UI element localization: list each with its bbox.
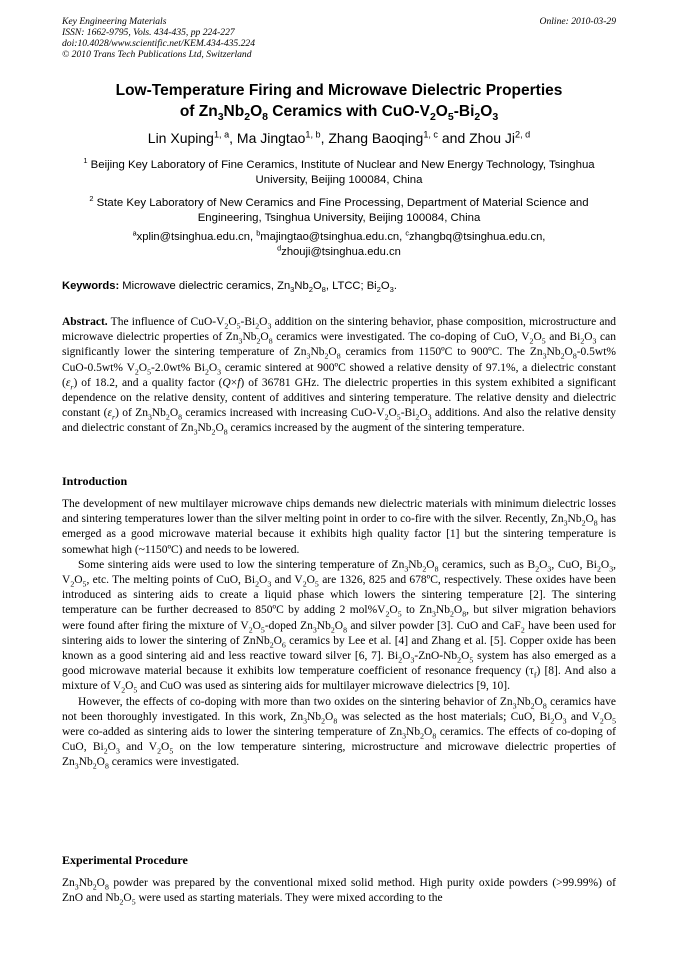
paragraph: Some sintering aids were used to low the sintering temperature of $Zn_3Nb_2O_8$ ceramics, such as $B_2O_3$, CuO, $Bi_2O_3$, $V_2O_5$, etc. The melting points of CuO, $Bi_2O_3$ and $V_2O_5$ are 1326, 825 and 678ºC, respectively. These oxides have been introduced as sintering aids to create a liquid phase which lowers the sintering temperature [2]. The sintering temperature can be further decreased to 850ºC by adding 2 $mol\%V_2O_5$ to $Zn_3Nb_2O_8$, but silver migration behaviors were found after firing the mixture of $V_2O_5$-doped $Zn_3Nb_2O_8$ and silver powder [3]. CuO and CaF$_2$ have been used for sintering aids to lower the sintering of $ZnNb_2O_6$ ceramics by Lee et al. [4] and Zhang et al. [5]. Copper oxide has been known as a good sintering aid and less reactive toward silver [6, 7]. $Bi_2O_3-ZnO-Nb_2O_5$ system has also emerged as a good microwave material because it exhibits low temperature coefficient of resonance frequency $(\tau_f)$ [8]. And also a mixture of $V_2O_5$ and CuO was used as sintering aids for multilayer microwave dielectrics [9, 10]. bbox=[62, 558, 617, 695]
section-heading-introduction: Introduction bbox=[62, 474, 128, 488]
issn-line: ISSN: 1662-9795, Vols. 434-435, pp 224-227 bbox=[62, 27, 235, 38]
journal-header bbox=[62, 16, 616, 60]
title-line-1: Low-Temperature Firing and Microwave Dielectric Properties bbox=[115, 82, 563, 99]
paper-title bbox=[62, 80, 616, 122]
email[interactable]: $^d$zhouji@tsinghua.edu.cn bbox=[277, 243, 401, 258]
online-date: Online: 2010-03-29 bbox=[539, 16, 616, 27]
affiliation-1: $^1$ Beijing Key Laboratory of Fine Ceramics, Institute of Nuclear and New Energy Technology, Tsinghua University, Beijing 100084, China bbox=[83, 156, 595, 186]
journal-name: Key Engineering Materials bbox=[62, 16, 167, 27]
author: Zhang Baoqing$^{1, c}$ bbox=[328, 129, 438, 146]
author: Lin Xuping$^{1, a}$ bbox=[147, 129, 230, 146]
email[interactable]: $^c$zhangbq@tsinghua.edu.cn bbox=[405, 228, 543, 243]
section-heading-experimental: Experimental Procedure bbox=[62, 853, 188, 867]
doi-line: doi:10.4028/www.scientific.net/KEM.434-435.224 bbox=[62, 38, 256, 49]
title-line-2: of $Zn_3Nb_2O_8$ Ceramics with CuO-$V_2O_5-Bi_2O_3$ bbox=[179, 103, 499, 124]
paragraph: The development of new multilayer microwave chips demands new dielectric materials with minimum dielectric losses and sintering temperatures lower than the silver melting point in order to co-fire with the silver. Recently, $Zn_3Nb_2O_8$ has emerged as a good microwave material because it exhibits high quality factor [1] but the sintering temperature is somewhat high (~1150ºC) and needs to be lowered. bbox=[62, 498, 616, 556]
keywords-label: Keywords: bbox=[62, 280, 120, 292]
author: Ma Jingtao$^{1, b}$ bbox=[236, 129, 321, 146]
experimental-body: $Zn_3Nb_2O_8$ powder was prepared by the conventional mixed solid method. High purity oxide powders (>99.99%) of ZnO and $Nb_2O_5$ were used as starting materials. They were mixed according to the bbox=[62, 877, 616, 907]
email-list: $^a$xplin@tsinghua.edu.cn, $^b$majingtao@tsinghua.edu.cn, $^c$zhangbq@tsinghua.edu.cn, $^d$zhouji@tsinghua.edu.cn bbox=[132, 228, 546, 258]
abstract-label: Abstract. bbox=[62, 316, 108, 328]
paragraph: However, the effects of co-doping with more than two oxides on the sintering behavior of $Zn_3Nb_2O_8$ ceramics have not been thoroughly investigated. In this work, $Zn_3Nb_2O_8$ was selected as the host materials; CuO, $Bi_2O_3$ and $V_2O_5$ were co-added as sintering aids to lower the sintering temperature of $Zn_3Nb_2O_8$ ceramics. The effects of co-doping of CuO, $Bi_2O_3$ and $V_2O_5$ on the low temperature sintering, microstructure and microwave dielectric properties of $Zn_3Nb_2O_8$ ceramics were investigated. bbox=[62, 695, 617, 771]
author-list: Lin Xuping$^{1, a}$, Ma Jingtao$^{1, b}$, Zhang Baoqing$^{1, c}$ and Zhou Ji$^{2, d}$ bbox=[147, 129, 531, 146]
keywords: Keywords: Microwave dielectric ceramics, $Zn_3Nb_2O_8$, LTCC; $Bi_2O_3$. bbox=[62, 280, 397, 295]
copyright-line: © 2010 Trans Tech Publications Ltd, Switzerland bbox=[62, 49, 252, 60]
affiliation-2: $^2$ State Key Laboratory of New Ceramics and Fine Processing, Department of Material Science and Engineering, Tsinghua University, Beijing 100084, China bbox=[89, 194, 589, 224]
email[interactable]: $^b$majingtao@tsinghua.edu.cn bbox=[256, 228, 400, 243]
email[interactable]: $^a$xplin@tsinghua.edu.cn bbox=[132, 228, 251, 243]
introduction-body bbox=[62, 497, 616, 771]
abstract: Abstract. The influence of CuO-$V_2O_5-Bi_2O_3$ addition on the sintering behavior, phase composition, microstructure and microwave dielectric properties of $Zn_3Nb_2O_8$ ceramics were investigated. The co-doping of CuO, $V_2O_5$ and $Bi_2O_3$ can significantly lower the sintering temperature of $Zn_3Nb_2O_8$ ceramics from 1150ºC to 900ºC. The $Zn_3Nb_2O_8-0.5wt\%$ CuO-0.5wt% $V_2O_5-2.0wt\%$ $Bi_2O_3$ ceramic sintered at 900ºC showed a relative density of 97.1%, a dielectric constant $(\varepsilon_r)$ of 18.2, and a quality factor (Q×f) of 36781 GHz. The dielectric properties in this system exhibited a significant dependence on the relative density, content of additives and sintering temperature. The relative density and dielectric constant $(\varepsilon_r)$ of $Zn_3Nb_2O_8$ ceramics increased with increasing CuO-$V_2O_5-Bi_2O_3$ additions. And also the relative density and dielectric constant of $Zn_3Nb_2O_8$ ceramics increased by the augment of the sintering temperature. bbox=[62, 316, 617, 437]
author: Zhou Ji$^{2, d}$ bbox=[469, 129, 531, 146]
